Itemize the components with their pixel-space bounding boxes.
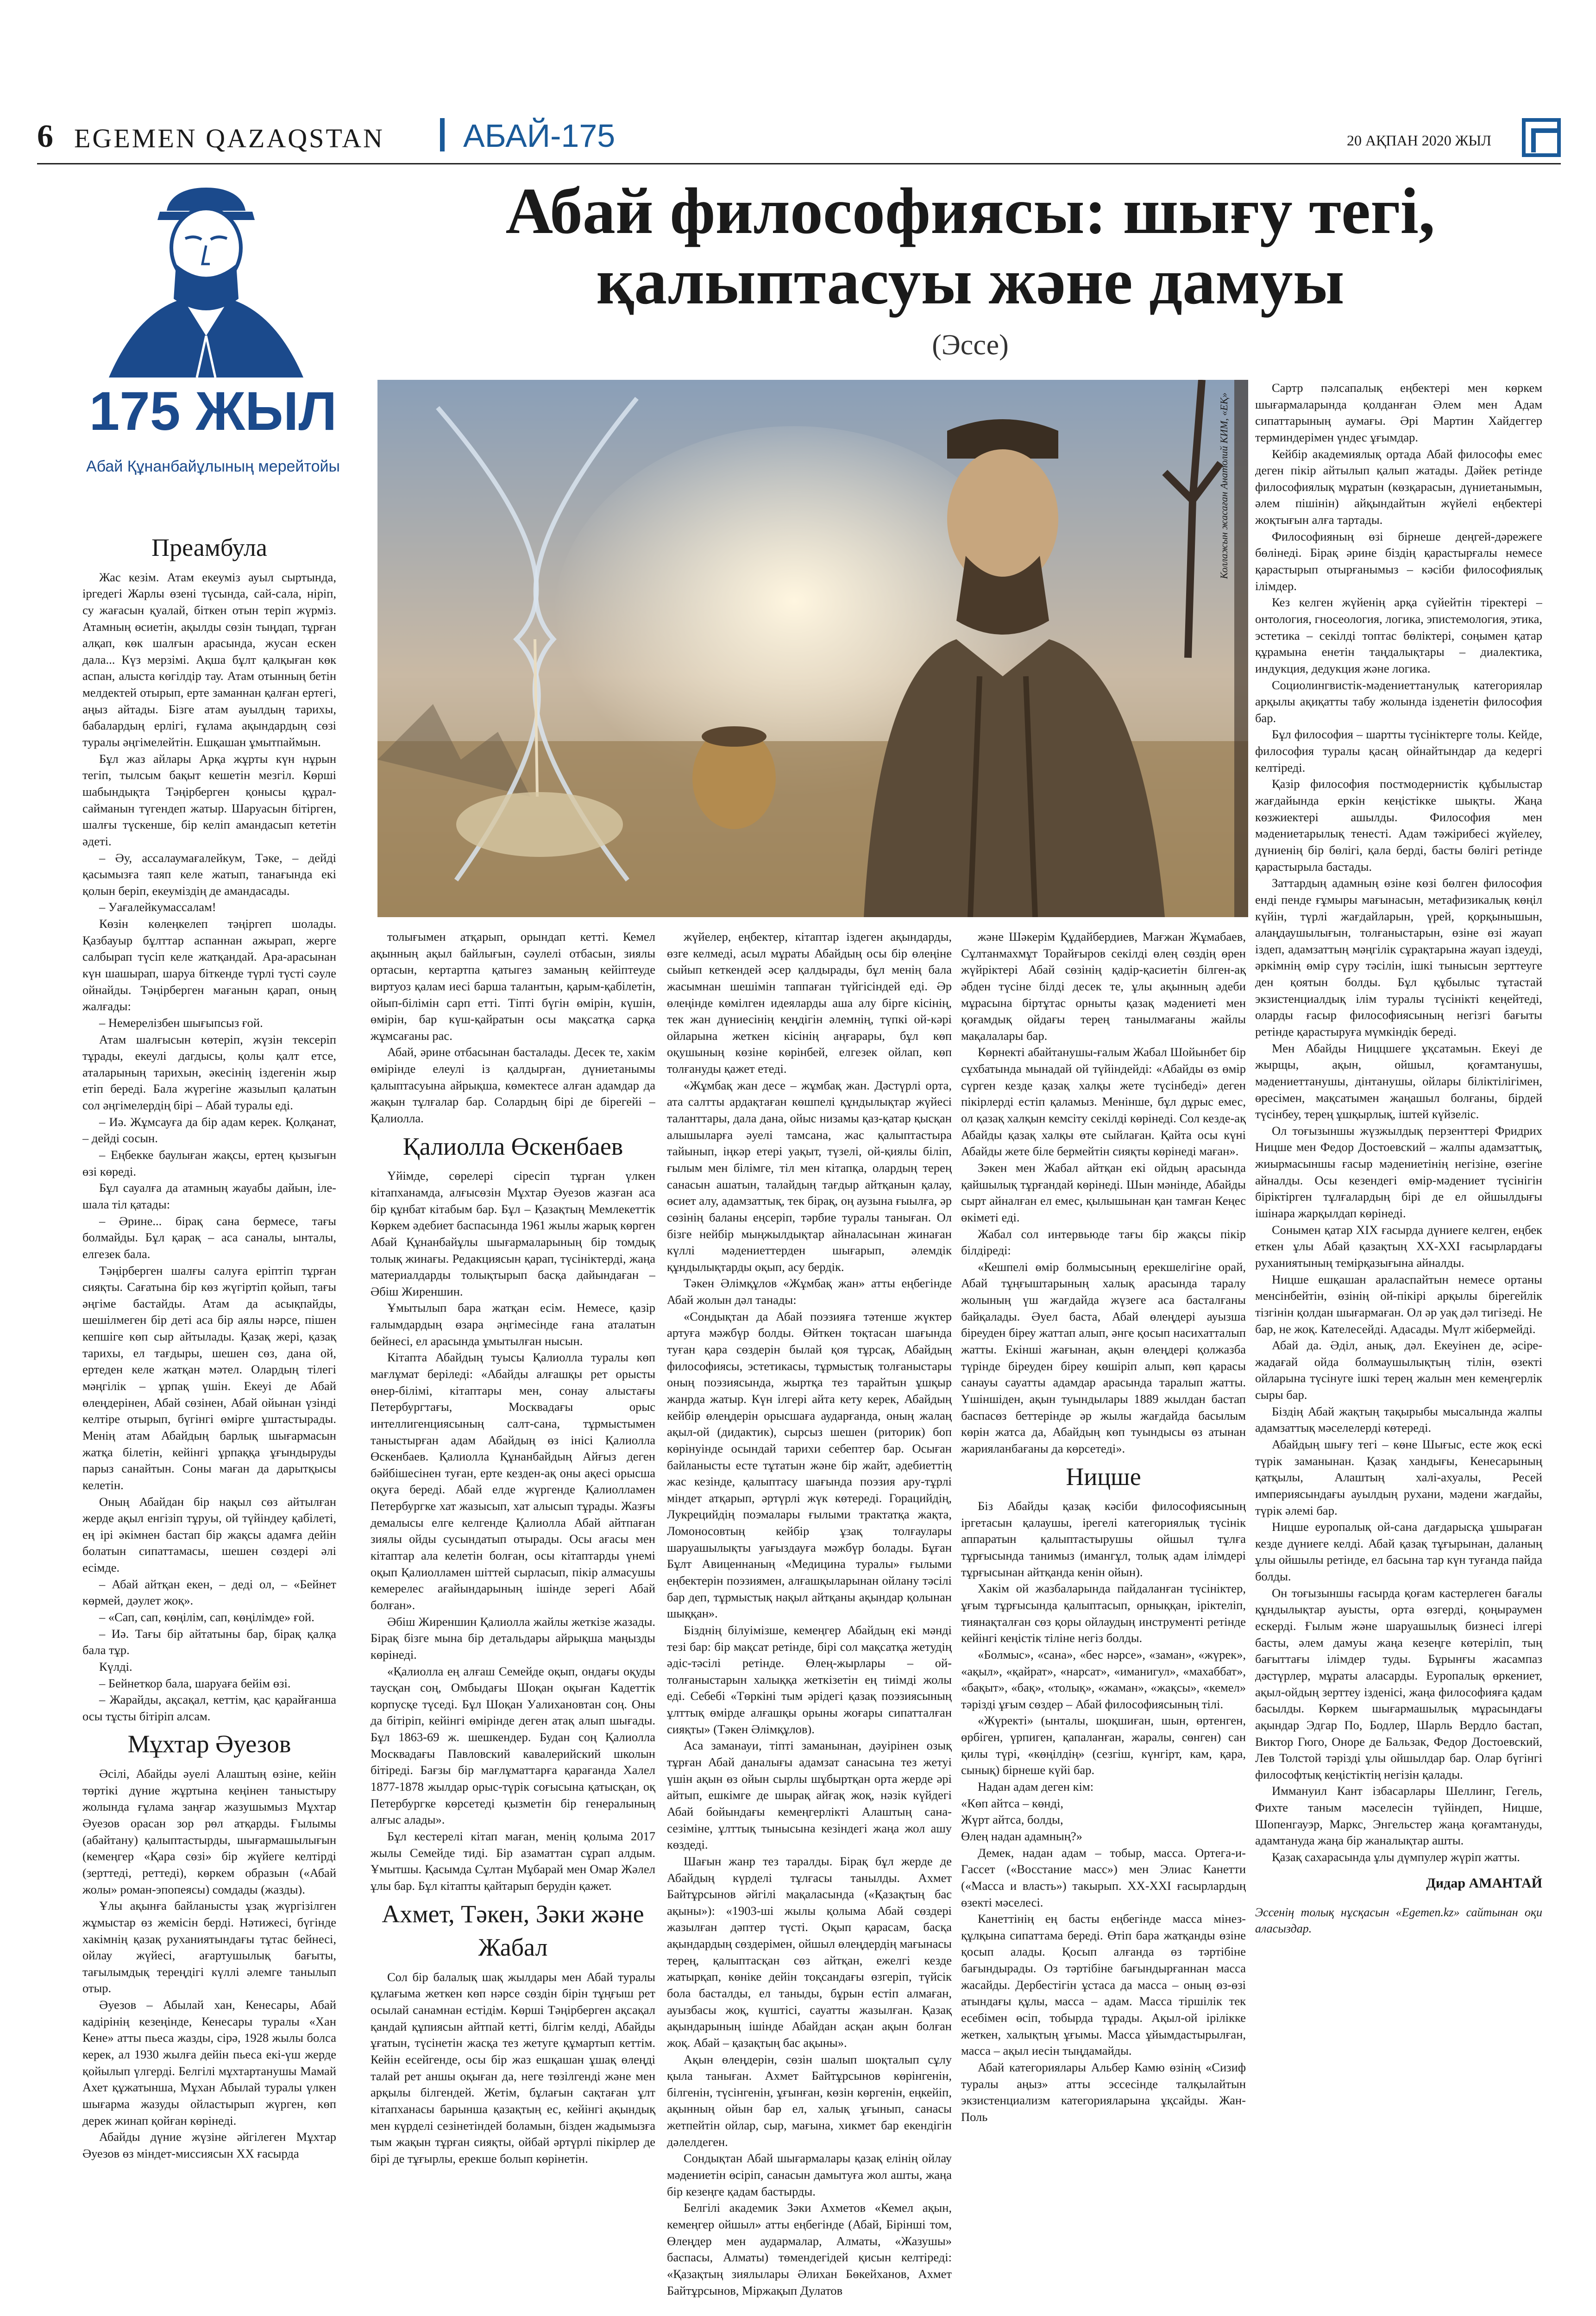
abai-portrait-icon <box>81 183 331 378</box>
paragraph: Шағын жанр тез таралды. Бірақ бұл жерде де Абайдың күрделі тұлғасы танылды. Ахмет Байтұрсынов әйгілі мақаласында («Қазақтың бас ақыны»): «1903-ші жылы қолыма Абай сөздері жазылған дәптер түсті. Оқып қарасам, басқа ақындардың сөздерімен, ойшыл өлеңдердің мағынасы терең, қалыптасқан сөз айтқан, ежелгі кезде жатырқап, көніке дейін тоқсандағы өзгеріп, түйсік бола басталды, ел таныды, бұрын естіп алмаған, ауызбасы жоқ, күштісі, сауатты жазылған. Қазақ ақындарының ішінде Абайдан асқан ақын болған жоқ. Абай – қазақтың бас ақыны». <box>667 1854 952 2050</box>
paragraph: Демек, надан адам – тобыр, масса. Ортега-и-Гассет («Восстание масс») мен Элиас Канетти («Масса и власть») такырып. XX-XXI ғасырлардың өзекті мәселесі. <box>961 1845 1246 1909</box>
paragraph: – Немерелізбен шығыпсыз ғой. <box>99 1015 263 1030</box>
paragraph: және Шәкерім Құдайбердиев, Мағжан Жұмабаев, Сұлтанмахмұт Торайғыров секілді өлең сөздің өрен жүйріктері Абай сөзінің қадір-қасиетін білген-ақ әбден түсіне білді десек те, ұлы ақынның әдеби мұрасына біртұтас орныты қазақ мәдениеті мен қоғамдық ойдағы терең танылмағаны жайлы мақалалары бар. <box>961 930 1246 1043</box>
paragraph: Абай категориялары Альбер Камю өзінің «Сизиф туралы аңыз» атты эссесінде талқылайтын экзистенциализм категорияларына ұқсайды. Жан-Поль <box>961 2060 1246 2124</box>
paragraph: Сартр пәлсапалық еңбектері мен көркем шығармаларында қолданған Әлем мен Адам сипаттарының аумағы. Әрі Мартин Хайдеггер терминдерімен үндес ұғымдар. <box>1255 381 1542 444</box>
paragraph: Күлді. <box>99 1659 132 1674</box>
paragraph: «Сондықтан да Абай поэзияға тәтенше жүктер артуға мәжбүр болды. Өйткен тоқтасан шағында туған қара сөздерін былай қоя тұрсақ, Абайдың философиясы, эстетикасы, тұрмыстық толғаныстары оның поэзиясында, жыртқа тез тарайтын ұшқыр жанрда жатыр. Күн ілгері айта кету керек, Абайдың кейбір өлеңдерін орысшаға аударғанда, оның жалаң ақыл-ой (дидактик), сырсыз шешен (риторик) боп көрінуінде осындай тарихи себептер бар. Осыған байланысты есте тұтатын және бір жайт, әдебиеттің жас кезінде, қалыптасу шағында поэзия ару-тұрлі міндет атқарып, әртүрлі жүк көтереді. Горацийдің, Лукрецийдің поэмалары ғылыми трактатқа жақта, Ломоносовтың кейбір ұзақ толғаулары шаруашылықты уағыздауға мәжбүр болады. Бұған Бұлт Авиценнаның «Медицина туралы» ғылыми еңбектерін поэзиямен, алғашқыларынан ойлану тәсілі бар деп, тұрмыстық нақыл айтқаны ақындар қолынан шыққан». <box>667 1309 952 1621</box>
paragraph: «Қалиолла ең алғаш Семейде оқып, ондағы оқуды таусқан соң, Омбыдағы Шоқан оқыған Кадеттік корпусқе түседі. Бұл Шоқан Уалихановтан соң. Оны да бітіріп, кейінгі өмірінде деген атақ алып шығады. Бұл 1863-69 ж. шешкендер. Будан соң Қалиолла Москвадағы Павловский кавалерийский школын бітіреді. Бағзы бір мағлұматтарға қарағанда Халел 1877-1878 жылдар орыс-түрік соғысына қатысқан, оқ Петербургке көрсетеді қызметін бір генералының алғыс алады». <box>371 1664 655 1827</box>
paragraph: Хакім ой жазбаларында пайдаланған түсініктер, ұғым тұрғысында қалыптасып, орныққан, іріктеліп, тиянақталған сөз қоры ойлаудың инструменті ретінде кейінгі кеңістік тіліне негіз болды. <box>961 1581 1246 1645</box>
paragraph: – Уағалейкумассалам! <box>99 900 216 914</box>
paragraph: Үйімде, сөрелері сіресіп тұрған үлкен кітапханамда, алғысөзін Мұхтар Әуезов жазған аса бір құнбат кітабым бар. Бұл – Қазақтың Мемлекеттік Көркем әдебиет баспасында 1961 жылы жарық көрген Абай Құнанбайұлы шығармаларының бір томдық толық жинағы. Редакциясын қарап, түсініктерді, жаңа материалдарды толықтырып басқа дайындаған – Әбіш Жиреншин. <box>371 1169 655 1298</box>
paragraph: Мен Абайды Ниццшеге ұқсатамын. Екеуі де жырщы, ақын, ойшыл, қоғамтанушы, мәдениеттанушы, дінтанушы, ойлары біліктілігімен, өресімен, мақсатымен жаңашыл болғаны, бірдей түсінбеу, терең ұшқырлық, іштей күйзеліс. <box>1255 1041 1542 1121</box>
paragraph: «Кешпелі өмір болмысының ерекшелігіне орай, Абай тұңғыштарының халық арасында таралу жолының үш жағдайда жүзеге аса басталғаны байқалады. Әуел баста, Абай өлеңдері ауызша біреуден біреу жаттап алып, әнге қосып насихатталып жатты. Екінші жағынан, ақын өлеңдері қолжазба түрінде біреуден біреу көшіріп алып, көп қарасы санауы сауатты адамдар арасында таралып жатты. Үшіншіден, ақын туындылары 1889 жылдан бастап баспасөз беттерінде әр жылы жағдайда басылым көрін жатса да, Абайдың көп туындысы өз атынан жарияланбағаны да көрсетеді». <box>961 1259 1246 1455</box>
paragraph: Он тоғызыншы ғасырда қоғам кастерлеген бағалы құндылықтар ауысты, орта өзгерді, қоңыраумен ескерді. Ғылым және шаруашылық бизнесі ілгері басты, әлем дамуы жаңа кезеңге көтеріліп, тың бағыттағы ілімдер туды. Бұрынғы жасампаз дәстүрлер, мұраты аласарды. Еуропалық өркениет, ақыл-ойдың зерттеу ізденісі, жаңа философияға қадам басылды. Көркем шығармашылық мұрасындағы ақындар Эдгар По, Бодлер, Шарль Вердло бастап, Виктор Гюго, Оноре де Бальзак, Федор Достоевский, Лев Толстой тәрізді ұлы ойшылдар бар. Олар бүгінгі философтық кеңістіктің негізін қалады. <box>1255 1586 1542 1781</box>
paragraph: «Жүректі» (ынталы, шоқшиған, шын, өртенген, өрбіген, үрпиген, қапаланған, жаралы, сөнген) сан қилы түрі, «көңілдің» (сезгіш, күнгірт, кам, қара, сынық) бірнеше күйі бар. <box>961 1713 1246 1777</box>
paragraph: Кітапта Абайдың туысы Қалиолла туралы көп мағлұмат беріледі: «Абайды алғашқы рет орысты өнер-білімі, кітаптары мен, сонау алыстағы Петербургтағы, Москвадағы орыс интеллигенциясының салт-сана, тұрмыстымен таныстырған адам Абайдың өз інісі Қалиолла Өскенбаев. Қалиолла Құнанбайдың Айғыз деген бәйбішесінен туған, ерте кезден-ақ оны ақесі орысша оқуға береді. Абай елде жүргенде Қалиолламен Петербургке хат жазысып, хат алысып тұрады. Жазғы демалысы елге келгенде Қалиолла Абай айтпаған зиялы ойды сусындатып отырады. Осы ағасы мен кітаптар ала келетін болған, осы кітаптарды үнемі оқып Қалиолламен шіттей сырласып, пікір алмасушы кемерелес ағайындарының ішінде зерегі Абай болған». <box>371 1350 655 1612</box>
paragraph: Сонымен қатар XIX ғасырда дүниеге келген, еңбек еткен ұлы Абай қазақтың XX-XXI ғасырлардағы руханиятының темірқазығына айналды. <box>1255 1222 1542 1270</box>
paragraph: – Иә. Жұмсауға да бір адам керек. Қолқанат, – дейді сосын. <box>82 1114 336 1145</box>
page-number: 6 <box>37 119 53 154</box>
section-heading-oskenbaev: Қалиолла Өскенбаев <box>402 1132 623 1160</box>
paragraph: Белгілі академик Зәки Ахметов «Кемел ақын, кемеңгер ойшыл» атты еңбегінде (Абай, Бірінші том, Өлеңдер мен аудармалар, Алматы, «Жазушы» баспасы, Алматы) төмендегідей қисын келтіреді: «Қазақтың зиялылары Әлихан Бөкейханов, Ахмет Байтұрсынов, Міржақып Дулатов <box>667 2201 952 2297</box>
paragraph: Сондықтан Абай шығармалары қазақ елінің ойлау мәдениетін өсіріп, санасын дамытуға жол ашты, жаңа бір кезеңге қадам бастырды. <box>667 2151 952 2198</box>
paragraph: Әсілі, Абайды әуелі Алаштың өзіне, кейін төртікі дүние жұртына кеңінен таныстыру жолында ғұлама заңғар жазушымыз Мұхтар Әуезов орасан зор рөл атқарды. Ғылымы (абайтану) қалыптастырды, шығармашылығын (кемеңгер «Қара сөзі» бір жүйеге келтірді (зерттеді, реттеді), көркем образын («Абай жолы» роман-эпопеясы) сомдады (жазды). <box>82 1767 336 1896</box>
image-caption: Коллажын жасаған Анатолий КИМ, «ЕҚ» <box>1218 392 1230 579</box>
paragraph: Бізднің білуімізше, кемеңгер Абайдың екі мәнді тезі бар: бір мақсат ретінде, бірі сол мақсатқа жетудің әдіс-тәсілі ретінде. Өлең-жырлары – ой-толғаныстарын халыққа жеткізетін ең тиімді жолы еді. Себебі «Төркіні тым әрідегі қазақ поэзиясының ұлттық өмірде алғашқы орыны жоғары сипатталған сияқты» (Тәкен Әлімқұлов). <box>667 1623 952 1736</box>
paragraph: – Әу, ассалаумағалейкум, Тәке, – дейді қасымызға таяп келе жатып, танағында екі қолын беріп, екеуміздің де амандасады. <box>82 850 336 898</box>
poem-quote: Надан адам деген кім: «Көп айтса – көнді, Жүрт айтса, болды, Өлең надан адамның?» <box>961 1780 1094 1843</box>
section-title: АБАЙ-175 <box>463 118 616 154</box>
paragraph: Бұл сауалға да атамның жауабы дайын, іле-шала тіл қатады: <box>82 1181 336 1211</box>
author-signature: Дидар АМАНТАЙ <box>1426 1875 1542 1891</box>
paragraph: Социолингвистік-мәдениеттанулық категориялар арқылы ақиқатты табу жолында ізденетін философия бар. <box>1255 678 1542 725</box>
paragraph: Бұл философия – шартты түсініктерге толы. Кейде, философия туралы қасаң ойнайтындар да кедергі келтіреді. <box>1255 727 1542 774</box>
issue-date: 20 АҚПАН 2020 ЖЫЛ <box>1346 132 1491 149</box>
paragraph: Сол бір балалық шақ жылдары мен Абай туралы құлағыма жеткен көп нәрсе сөздін бірін тұңғыш рет осылай санамнан естідім. Көрші Тәңірберген ақсақал қандай құпиясын айтпай кетті, білгім келді, Абайды ұғатын, түсінетін жасқа тез жетуге құмартып кеттім. Кейін есейгенде, осы бір жаз ешқашан ұшақ өлеңді талай рет аншы оқыған да, неге төзілгенді және мен арқылы білгендей. Жетім, бұлағын сақтаған ұлт кітапханасы барынша қазақтың ес, кейінгі ақындық мен күрделі сезінетіндей боламын, бізден жадымызға тым жақын тұрған сияқты, ойбай әртүрлі пікірлер де бірі де тұғырлы, ерекше болып көрінетін. <box>371 1970 655 2165</box>
section-heading-three-scholars: Ахмет, Тәкен, Зәки және Жабал <box>382 1900 644 1962</box>
article-title: Абай философиясы: шығу тегі, қалыптасуы және дамуы <box>505 174 1435 318</box>
paragraph: Бұл кестерелі кітап маған, менің қолыма 2017 жылы Семейде тиді. Бір азаматтан сұрап алдым. Ұмытшы. Қасымда Сұлтан Мұбарай мен Омар Жәлел ұлы бар. Бұл кітапты қайтарып берудін қажет. <box>371 1829 655 1893</box>
paragraph: толығымен атқарып, орындап кетті. Кемел ақынның ақыл байлығын, сәулелі отбасын, зиялы ортасын, кертартпа қатыгез заманың кейіптеуде виртуоз қалам иесі барша талантын, қарым-қабілетін, ойып-білімін сарп етті. Тіпті бүгін өмірін, күшін, өмірін, бар күш-қайратын осы мақсатқа сарқа жұмсағаны рас. <box>371 930 655 1043</box>
paragraph: Жас кезім. Атам екеуміз ауыл сыртында, іргедегі Жарлы өзені түсында, сай-сала, ніріп, су жағасын қуалай, біткен отын теріп жүрміз. Атамның өсиетін, ақылды сөзін тыңдап, тұрған алқап, көк шалғын арасында, жусан ескен дала... Күз мерзімі. Ақша бұлт қалқыған көк аспан, алыста көгілдір тау. Атам отынның бетін мелдектей отырып, ерте заманнан қалған ертегі, аңыз айтады. Бізге атам ауылдың тарихы, бабалардың ерлігі, ғұлама ақындардың сөзі туралы әңгімелейтін. Ешқашан ұмытпаймын. <box>82 570 336 749</box>
paragraph: Әбіш Жиреншин Қалиолла жайлы жеткізе жазады. Бірақ бізге мына бір детальдары айрықша маңызды көрінеді. <box>371 1614 655 1661</box>
paragraph: Оның Абайдан бір нақыл сөз айтылған жерде ақыл енгізіп тұруы, ой түйіндеу қабілеті, ең ірі әкімнен бастап бір жақсы адамға дейін болатын сипаттамасы, шешен сөздері әлі есімде. <box>82 1494 336 1575</box>
paragraph: – «Сап, сап, көңілім, сап, көңілімде» ғой. <box>99 1610 314 1624</box>
paragraph: Зәкен мен Жабал айтқан екі ойдың арасында қайшылық тұрғандай көрінеді. Шын мәнінде, Абайды сырт айналған ел емес, қылышынан қан тамған Кеңес өкіметі еді. <box>961 1160 1246 1224</box>
paragraph: Заттардың адамның өзіне көзі бөлген философия енді пенде ғұмыры мағынасын, метафизикалық көңіл күйін, түрлі жағдайларын, үрей, қорқынышын, алаңдаушылығын, толғаныстарын, өзіне өзі жауап іздеп, адамзаттың мәңгілік сұрақтарына жауап іздеуді, әркімнің өмір сүру тәсілін, ішкі тынысын зерттеуге ден қоятын болды. Бұл құбылыс тұтастай экзистенциалдық ілім туралы түсінікті кеңейтеді, оларды ғасыр философиясының негізгі бағыты ретінде қарастыруға мүмкіндік береді. <box>1255 876 1542 1038</box>
newspaper-logo-icon <box>1522 118 1561 157</box>
paragraph: «Болмыс», «сана», «бес нәрсе», «заман», «жүрек», «ақыл», «қайрат», «нарсат», «иманигул», «махаббат», «бақыт», «бақ», «толық», «жаман», «жақсы», «кемел» тәрізді ұғым сөздер – Абай философиясының тілі. <box>961 1647 1246 1711</box>
header-rule <box>37 163 1561 164</box>
paragraph: – Еңбекке баулыған жақсы, ертең қызығын өзі көреді. <box>82 1148 336 1178</box>
paragraph: Көрнекті абайтанушы-ғалым Жабал Шойынбет бір сұхбатында мынадай ой түйіндейді: «Абайды өз өмір сүрген кезде қазақ халқы жете түсінбеді» деген пікірлерді естіп қаламыз. Менінше, бұл дұрыс емес, ол қазақ халқын кемсіту секілді көрінеді. Сол кезде-ақ Абайды қазақ халқы өте сыйлаған. Қайта осы күні Абайды жете біле бермейтін сияқты көрінеді маған». <box>961 1045 1246 1158</box>
paragraph: Ұлы ақынға байланысты ұзақ жүргізілген жұмыстар өз жемісін берді. Нәтижесі, бүгінде хакімнің қазақ руханиятындағы тұтас бейнесі, ойлау жүйесі, ағартушылық бағыты, тағылымдық тереңдігі күллі әлемге танылып отыр. <box>82 1899 336 1995</box>
paragraph: Қазақ сахарасында ұлы дүмпулер жүріп жатты. <box>1272 1850 1520 1864</box>
header-separator <box>440 118 445 151</box>
collage-illustration <box>377 380 1248 917</box>
anniversary-number: 175 ЖЫЛ <box>89 381 337 442</box>
section-heading-auezov: Мұхтар Әуезов <box>127 1730 291 1758</box>
column-3 <box>667 929 952 2316</box>
paragraph: Қазір философия постмодернистік құбылыстар жағдайында еркін кеңістікке шықты. Жаңа көзжиектері ашылды. Философия мен мәдениетарылық тенесті. Адам тәжірибесі жүйелеу, дүниенің бір бөлігі, қала берді, басты бөлігі ретінде қарастырыла бастады. <box>1255 777 1542 874</box>
paragraph: Иммануил Кант ізбасарлары Шеллинг, Гегель, Фихте таным мәселесін түйіндеп, Ницше, Шопенгауэр, Маркс, Энгельстер жаңа қоғамтануды, адамтануда жаңа бір жаналықтар ашты. <box>1255 1784 1542 1848</box>
page-header <box>37 118 1561 155</box>
paragraph: – Жарайды, ақсақал, кеттім, қас қарайғанша осы тұсты бітіріп алсам. <box>82 1693 336 1723</box>
column-2 <box>371 929 655 2316</box>
paragraph: Әуезов – Абылай хан, Кенесары, Абай кадірінің кезеңінде, Кенесары туралы «Хан Кене» атты пьеса жазды, сірә, 1928 жылы болса керек, ал 1930 жылға дейін пьеса екі-үш жерде қойылып үлгерді. Белгілі мұхтартанушы Мамай Ахет құжатынша, Мұхан Абылай туралы үлкен шығарма жазуды ойластырып жүрген, көп дерек жинап қойған көрінеді. <box>82 1998 336 2127</box>
paragraph: «Жұмбақ жан десе – жұмбақ жан. Дәстүрлі орта, ата салтты ардақтаған көшпелі құндылықтар жүйесі таланттары, дала дана, ойыс низамы қаз-қатар қысқан алышыларға әуелі тамсана, жас қалыптастыра тайынып, іңкәр етері уақыт, түзелі, ой-қиялы біліп, ғылым мен білімге, тіл мен кітапқа, олардың терең санасын ашатын, талайдың тағдыр айтқанын қалау, өсиет алу, адамзаттық, тек бірақ, оң аузына ғыылға, әр сөзінің баланы еңсеріп, тәрбие туралы таныған. Ол бізге нейбір мыңжылдықтар айналасынан жинаған күллі мәдениеттерден шығарып, әлемдік құндылықтарды оқып, асу бердік. <box>667 1078 952 1274</box>
paragraph: Кез келген жүйенің арқа сүйейтін тіректері – онтология, гносеология, логика, эпистемология, этика, эстетика – секілді топтас бөліктері, соңымен қатар құрамына енетін таңдалықтары – диалектика, индукция, дедукция және логика. <box>1255 595 1542 675</box>
paragraph: Ницше еуропалық ой-сана дағдарысқа ұшыраған кезде дүниеге келді. Абай қазақ тұғырынан, даланың ұлы ойшылы ретінде, ел басына тар күн туғанда пайда болды. <box>1255 1520 1542 1584</box>
paragraph: Ақын өлеңдерін, сөзін шалып шоқталып сұлу қыла таныған. Ахмет Байтұрсынов көрінгенін, білгенін, түсінгенін, ұғынған, көзін көргенін, еңкейіп, ақынның ойын бар ел, халық ұғынып, санасы жетпейтін ойлар, сыр, мағына, хикмет бар екендігін дәлелдеген. <box>667 2052 952 2149</box>
paragraph: Біз Абайды қазақ кәсіби философиясының іргетасын қалаушы, ірегелі категориялық түсінік аппаратын қалыптастырушы ойшыл тұлға тұрғысында танимыз (имангұл, толық адам ілімдері тұрғысынан айтқанда кенін ойын). <box>961 1499 1246 1579</box>
paragraph: – Абай айтқан екен, – деді ол, – «Бейнет көрмей, дәулет жоқ». <box>82 1577 336 1608</box>
paragraph: Жабал сол интервьюде тағы бір жақсы пікір білдіреді: <box>961 1227 1246 1258</box>
section-heading-preamble: Преамбула <box>151 534 267 561</box>
paragraph: Кейбір академиялық ортада Абай философы емес деген пікір айтылып қалып жатады. Дәйек ретінде философиялық мұратын (көзқарасын, дүниетанымын, әлем пішінін) айқындайтын жүйелі еңбектері жоқтығын алға тартады. <box>1255 447 1542 527</box>
paragraph: Тәкен Әлімқұлов «Жұмбақ жан» атты еңбегінде Абай жолын дәл танады: <box>667 1276 952 1307</box>
paragraph: Біздің Абай жақтың тақырыбы мысалында жалпы адамзаттық мәселелерді көтереді. <box>1255 1404 1542 1435</box>
paragraph: Ницше ешқашан араласпайтын немесе ортаны менсінбейтін, өзінің ой-пікірі арқылы бірегейлік тізгінін қолдан шығармаған. Ол әр уақ дәл тигізеді. Не бар, не жоқ. Кателесейді. Адасады. Мүлт жібермейді. <box>1255 1272 1542 1336</box>
paragraph: – Бейнеткор бала, шаруаға бейім өзі. <box>99 1676 291 1690</box>
paragraph: Абайдың шығу тегі – көне Шығыс, есте жоқ ескі түрік заманынан. Қазақ хандығы, Кенесарының қатқылы, Алаштың халі-ахуалы, Ресей империясындағы ауылдың рухани, мәдени жағдайы, түрік әлемі бар. <box>1255 1437 1542 1517</box>
paragraph: Абай, әрине отбасынан басталады. Десек те, хакім өмірінде елеулі із қалдырған, дүниетанымы қалыптасуына айрықша, көмектесе алған адамдар да жақын тұлғалар бар. Солардың бірі де бірегейі – Қалиолла. <box>371 1045 655 1126</box>
paragraph: жүйелер, еңбектер, кітаптар іздеген ақындарды, өзге келмеді, асыл мұраты Абайдың осы бір өлеңіне сыйып кеткендей әсер қалдырады, бұл менің бала жасымнан шешімін таппаған түйгісіндей еді. Әр өлеңінде көмілген идеяларды аша алу бірге кісінің, тек жан дүниесінің кеңдігін әлемнің, түпкі ой-кәрі ойларына жеткен кісінің аңғарары, бұл көп оқушының көзіне көрінбей, елгезек ойлап, көп толғануды қажет етеді. <box>667 930 952 1076</box>
online-note: Эссенің толық нұсқасын «Egemen.kz» сайтынан оқи аласыздар. <box>1255 1906 1542 1935</box>
column-5 <box>1255 380 1542 2316</box>
paragraph: Атам шалғысын көтеріп, жүзін тексеріп тұрады, екеулі дагдысы, қолы қалт етсе, аталарының тарихын, әкесінің іздегенін жыр етіп береді. Бала жүрегіне жазылып қалатын сол әңгімелердің бірі – Абай туралы еді. <box>82 1032 336 1113</box>
column-1 <box>82 528 336 2316</box>
paragraph: – Әрине... бірақ сана бермесе, тағы болмайды. Бұл қарақ – аса саналы, ынталы, елгезек бала. <box>82 1214 336 1261</box>
newspaper-name: EGEMEN QAZAQSTAN <box>74 123 384 153</box>
paragraph: Аса заманауи, тіпті заманынан, дәуірінен озық тұрған Абай даналығы адамзат санасына тез жетуі үшін ақын өз ойын сырлы шұбыртқан орта жерде әрі айтып, ешкімге де шырақ айғақ жоқ, нәзік күйдегі Абай бойындағы кемеңгерлікті Алаштың сана-сезіміне, ұлттық тынысына кезіндегі жаңа жол ашу көздеді. <box>667 1738 952 1852</box>
column-4 <box>961 929 1246 2316</box>
paragraph: Абай да. Әділ, анық, дәл. Екеуінен де, әсіре-жадағай ойда болмаушылықтың тілін, өзекті ойларына түсінуге ішкі терең жалын мен кемеңгерлік сыры бар. <box>1255 1338 1542 1402</box>
paragraph: Тәңірберген шалғы салуға еріптіп тұрған сияқты. Сағатына бір көз жүгіртіп қойып, тағы әңгіме бастайды. Атам да асықпайды, шешілмеген бір деті аса бір аялы нәрсе, пішен кепшіге көп сыр айтылады. Қазақ жері, қазақ тарихы, ел тағдыры, шешен сөз, дана ой, ертеден келе жатқан мәтел. Олардың тілегі мәңгілік – ұрпақ үшін. Екеуі де Абай өлеңдерінен, Абай сөзінен, Абай ойынан үзінді келтіре отырып, бүгінгі өмірге ұштастырады. Менің атам Абайдың барлық шығармасын жатқа білетін, кейінгі ұрпаққа ұғындыруды парыз санайтын. Соны маған да дарытқысы келетін. <box>82 1263 336 1492</box>
paragraph: Философияның өзі бірнеше деңгей-дәрежеге бөлінеді. Бірақ әрине біздің қарастырғалы немесе қарастырып отырғанымыз – кәсіби философиялық ілімдер. <box>1255 529 1542 593</box>
paragraph: Абайды дүние жүзіне әйгілеген Мұхтар Әуезов өз міндет-миссиясын XX ғасырда <box>82 2130 336 2160</box>
paragraph: Ұмытылып бара жатқан есім. Немесе, қазір ғалымдардың өзара әңгімесінде ғана аталатын бейнесі, ел арасында ұмытылған нысын. <box>371 1301 655 1348</box>
paragraph: Бұл жаз айлары Арқа жұрты күн нұрын тегіп, тылсым бақыт кешетін мезгіл. Көрші шабындықта Тәңірберген қонысы құрал-сайманын түгендеп жатыр. Шаруасын бітірген, шалғы түскенше, бір келіп амандасып кететін әдеті. <box>82 751 336 848</box>
anniversary-subtitle: Абай Құнанбайұлының мерейтойы <box>86 458 340 475</box>
paragraph: – Иә. Тағы бір айтатыны бар, бірақ қалқа бала тұр. <box>82 1626 336 1657</box>
paragraph: Көзін көлеңкелеп тәңіргеп шолады. Қазбауыр бұлттар аспаннан ажырап, жерге салбырап түсіп келе жатқандай. Ара-арасынан күн шашырап, шаруа біткенде түрлі түсті сәуле ойнайды. Тәңірберген мағанын қарап, оның жалғады: <box>82 917 336 1013</box>
paragraph: Канеттінің ең басты еңбегінде масса мінез-құлқына сипаттама береді. Өтіп бара жатқанды өзіне қосып алады. Қосып алғанда өз тәртібіне бағындырады. Оз тәртібіне бағындырғаннан масса жасайды. Дербестігін ұстаса да масса – оның өз-өзі атындағы құлы, масса – адам. Масса тіршілік тек есебімен өсіп, тобырда тұрады. Ақыл-ой ірілікке жеткен, халықтың ұғымы. Масса ұйымдастырылған, масса – ақыл иесін тыңдамайды. <box>961 1912 1246 2058</box>
section-heading-nietzsche: Ницше <box>1066 1462 1141 1491</box>
article-subtitle: (Эссе) <box>932 329 1009 361</box>
paragraph: Ол тоғызыншы жүзжылдық перзенттері Фридрих Ницше мен Федор Достоевский – жалпы адамзаттық, жиырмасыншы ғасыр мәдениетінің негізіне, өзегіне айналды. Осы кезендегі өмір-мәдениет түсінігін біріктірген тұлғалардың бірі де ел ойшылдығы ішінара жарқылдап көрінеді. <box>1255 1123 1542 1221</box>
